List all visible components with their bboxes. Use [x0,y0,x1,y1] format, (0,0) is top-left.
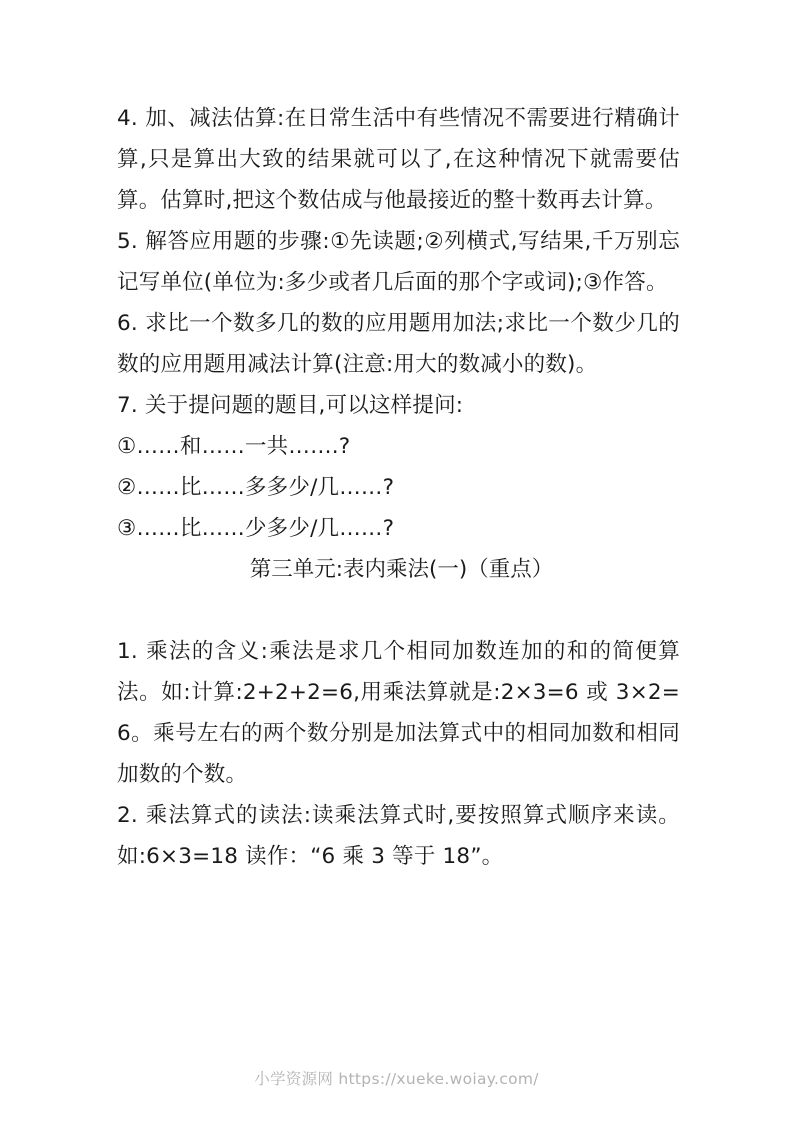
document-body [117,98,680,877]
question-pattern-3: ③……比……少多少/几……? [117,516,395,541]
unit-three-heading: 第三单元:表内乘法(一)（重点） [249,557,554,582]
paragraph-item-6: 6. 求比一个数多几的数的应用题用加法;求比一个数少几的数的应用题用减法计算(注意:用大的数减小的数)。 [117,311,680,377]
footer-watermark: 小学资源网 https://xueke.woiay.com/ [254,1070,539,1088]
paragraph-item-4: 4. 加、减法估算:在日常生活中有些情况不需要进行精确计算,只是算出大致的结果就可以了,在这种情况下就需要估算。估算时,把这个数估成与他最接近的整十数再去计算。 [117,106,680,213]
paragraph-multiplication-1: 1. 乘法的含义:乘法是求几个相同加数连加的和的简便算法。如:计算:2+2+2=6,用乘法算就是:2×3=6 或 3×2=6。乘号左右的两个数分别是加法算式中的相同加数和相同加数的个数。 [117,639,680,787]
question-pattern-1: ①……和……一共…….? [117,434,351,459]
paragraph-item-7: 7. 关于提问题的题目,可以这样提问: [117,393,464,418]
blank-line-spacer [117,590,680,631]
paragraph-multiplication-2: 2. 乘法算式的读法:读乘法算式时,要按照算式顺序来读。如:6×3=18 读作：“6 乘 3 等于 18”。 [117,803,680,869]
question-pattern-2: ②……比……多多少/几……? [117,475,395,500]
paragraph-item-5: 5. 解答应用题的步骤:①先读题;②列横式,写结果,千万别忘记写单位(单位为:多少或者几后面的那个字或词);③作答。 [117,229,680,295]
